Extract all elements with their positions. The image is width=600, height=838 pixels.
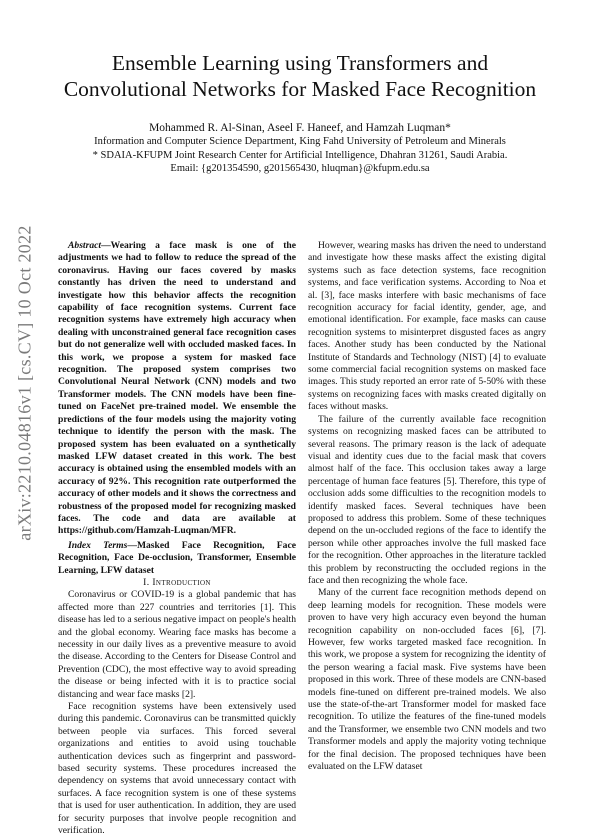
author-list: Mohammed R. Al-Sinan, Aseel F. Haneef, and Hamzah Luqman*	[149, 122, 451, 134]
paper-header	[60, 50, 540, 176]
affiliation-2: * SDAIA-KFUPM Joint Research Center for Artificial Intelligence, Dhahran 31261, Saudi Arabia.	[92, 149, 508, 161]
intro-paragraph-4: The failure of the currently available face recognition systems on recognizing masked faces can be attributed to several reasons. The primary reason is the lack of adequate visual and identity cues due to the facial mask that covers almost half of the face. This occlusion takes away a large percentage of human face features [5]. Therefore, this type of occlusion adds some difficulties to the recognition models to identify masked faces. Several techniques have been proposed to address this problem. Some of these techniques depend on the un-occluded regions of the face to identify the person while other approaches involve the full masked face for the recognition. Other approaches in the literature tackled this problem by reconstructing the occluded regions in the face and then recognizing the whole face.	[308, 413, 546, 586]
intro-paragraph-2: Face recognition systems have been extensively used during this pandemic. Coronavirus can be transmitted quickly between people via surfaces. This forced several organizations and entities to avoid using touchable authentication devices such as fingerprint and password-based security systems. These procedures increased the dependency on systems that avoid unnecessary contact with surfaces. A face recognition system is one of these systems that is used for user authentication. In addition, they are used for security purposes that involve people recognition and verification.	[58, 701, 296, 837]
intro-paragraph-5: Many of the current face recognition methods depend on deep learning models for recognition. These models were proven to have very high accuracy even beyond the human recognition capability on non-occluded faces [6], [7]. However, few works targeted masked face recognition. In this work, we propose a system for recognizing the identity of the person wearing a facial mask. Five systems have been proposed in this work. Three of these models are CNN-based models fine-tuned on different pre-trained models. We also use the state-of-the-art Transformer model for masked face recognition. To utilize the features of the fine-tuned models and the Transformer, we ensemble two CNN models and two Transformer models and apply the majority voting technique for the final decision. The proposed techniques have been evaluated on the LFW dataset	[308, 587, 546, 773]
index-terms-label: Index Terms	[68, 539, 128, 551]
left-column	[58, 240, 296, 838]
affiliation-1: Information and Computer Science Department, King Fahd University of Petroleum and Minerals	[94, 136, 506, 147]
index-terms	[58, 540, 296, 577]
intro-paragraph-1: Coronavirus or COVID-19 is a global pandemic that has affected more than 227 countries and territories [1]. This disease has led to a serious negative impact on people's health and the global economy. Wearing face masks has become a necessity in our daily lives as a preventive measure to avoid the disease. According to the Centers for Disease Control and Prevention (CDC), the most effective way to avoid spreading the disease or being infected with it is to practice social distancing and wear face masks [2].	[58, 589, 296, 700]
right-column	[308, 240, 546, 773]
arxiv-sidebar	[10, 205, 40, 560]
paper-title: Ensemble Learning using Transformers and Convolutional Networks for Masked Face Recognition	[63, 51, 537, 101]
section-heading-introduction: I. Introduction	[143, 576, 211, 588]
index-terms-text: —Masked Face Recognition, Face Recognition, Face De-occlusion, Transformer, Ensemble Learning, LFW dataset	[58, 539, 296, 576]
intro-paragraph-3: However, wearing masks has driven the need to understand and investigate how these masks affect the existing digital systems such as face detection systems, face recognition systems, and face verification systems. According to Noa et al. [3], face masks interfere with basic mechanisms of face recognition accuracy for facial identity, gender, age, and emotional identification. For example, face masks can cause recognition systems to misinterpret disgusted faces as angry faces. Another study has been conducted by the National Institute of Standards and Technology (NIST) [4] to evaluate some commercial facial recognition systems on masked face images. This study reported an error rate of 5-50% with these systems on recognizing faces with masks created digitally on faces without masks.	[308, 240, 546, 413]
arxiv-identifier[interactable]: arXiv:2210.04816v1 [cs.CV] 10 Oct 2022	[14, 224, 35, 541]
abstract	[58, 240, 296, 538]
abstract-text: —Wearing a face mask is one of the adjustments we had to follow to reduce the spread of the coronavirus. Having our faces covered by masks constantly has driven the need to understand and investigate how this behavior affects the recognition capability of face recognition systems. Current face recognition systems have extremely high accuracy when dealing with unconstrained general face recognition cases but do not generalize well with occluded masked faces. In this work, we propose a system for masked face recognition. The proposed system comprises two Convolutional Neural Network (CNN) models and two Transformer models. The CNN models have been fine-tuned on FaceNet pre-trained model. We ensemble the predictions of the four models using the majority voting technique to identify the person with the mask. The proposed system has been evaluated on a synthetically masked LFW dataset created in this work. The best accuracy is obtained using the ensembled models with an accuracy of 92%. This recognition rate outperformed the accuracy of other models and it shows the correctness and robustness of the proposed model for recognizing masked faces. The code and data are available at https://github.com/Hamzah-Luqman/MFR.	[58, 240, 296, 537]
abstract-label: Abstract	[68, 240, 102, 251]
author-email: Email: {g201354590, g201565430, hluqman}@kfupm.edu.sa	[170, 163, 430, 174]
